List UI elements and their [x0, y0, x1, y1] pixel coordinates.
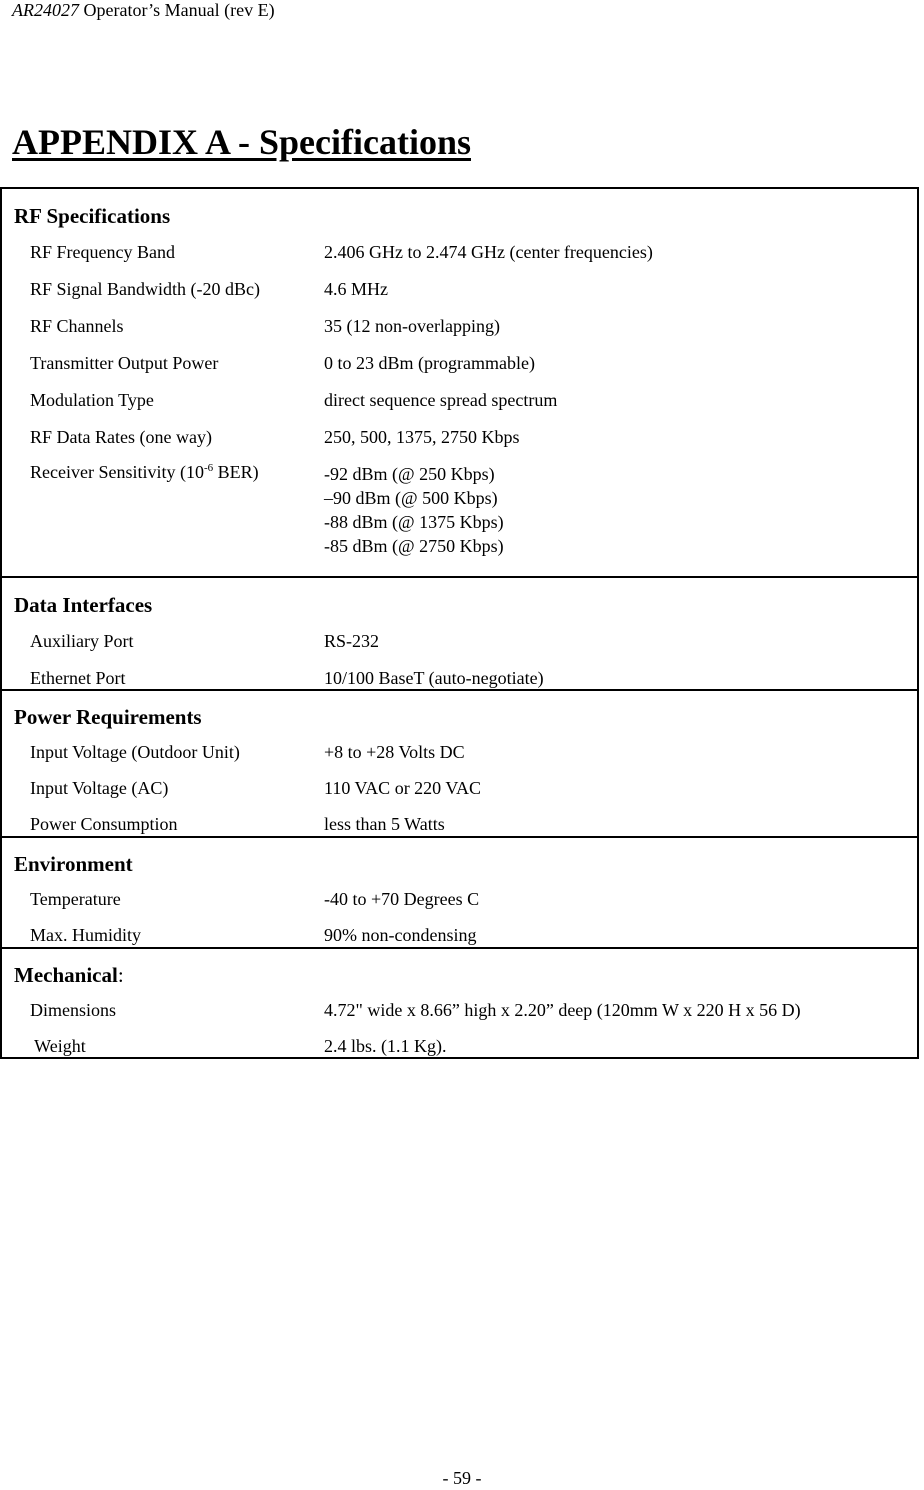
- spec-value: 2.406 GHz to 2.474 GHz (center frequencies): [324, 242, 653, 262]
- label-suffix: BER): [213, 462, 259, 482]
- spec-row: [2, 1000, 917, 1020]
- spec-row: [2, 353, 917, 373]
- spec-label: Ethernet Port: [30, 668, 126, 688]
- label-superscript: -6: [203, 462, 214, 474]
- spec-label: Power Consumption: [30, 814, 178, 834]
- spec-label: [2, 462, 324, 558]
- spec-value: RS-232: [324, 631, 380, 651]
- spec-value: 110 VAC or 220 VAC: [324, 778, 482, 798]
- spec-value: 4.72" wide x 8.66” high x 2.20” deep (120mm W x 220 H x 56 D): [324, 1000, 801, 1020]
- spec-row: [2, 814, 917, 834]
- sensitivity-value: -92 dBm (@ 250 Kbps): [324, 464, 495, 484]
- environment-section: [1, 837, 918, 948]
- spec-value: +8 to +28 Volts DC: [324, 742, 465, 762]
- spec-label: Input Voltage (AC): [30, 778, 169, 798]
- spec-label: RF Signal Bandwidth (-20 dBc): [30, 279, 260, 299]
- spec-label: Dimensions: [30, 1000, 117, 1020]
- spec-value: -40 to +70 Degrees C: [324, 889, 480, 909]
- document-code: AR24027: [12, 0, 79, 20]
- label-prefix: Receiver Sensitivity (10: [30, 462, 204, 482]
- spec-row: [2, 242, 917, 262]
- specifications-table: [0, 187, 919, 1059]
- spec-row: [2, 742, 917, 762]
- spec-label: Input Voltage (Outdoor Unit): [30, 742, 240, 762]
- spec-value: 4.6 MHz: [324, 279, 388, 299]
- spec-label: Transmitter Output Power: [30, 353, 219, 373]
- spec-label: RF Frequency Band: [30, 242, 175, 262]
- spec-value: 35 (12 non-overlapping): [324, 316, 500, 336]
- spec-row: [2, 778, 917, 798]
- spec-row: [2, 631, 917, 651]
- spec-label: RF Data Rates (one way): [30, 427, 212, 447]
- spec-value: 250, 500, 1375, 2750 Kbps: [324, 427, 520, 447]
- section-title: Data Interfaces: [14, 593, 153, 617]
- spec-value: direct sequence spread spectrum: [324, 390, 558, 410]
- mechanical-section: [1, 948, 918, 1058]
- section-title: Power Requirements: [14, 705, 202, 729]
- spec-label: Max. Humidity: [30, 925, 141, 945]
- spec-row: [2, 668, 917, 688]
- document-title: Operator’s Manual (rev E): [79, 0, 275, 20]
- page-title: APPENDIX A - Specifications: [12, 122, 471, 162]
- spec-label: RF Channels: [30, 316, 124, 336]
- spec-row: [2, 316, 917, 336]
- running-header: [12, 0, 275, 20]
- spec-row: [2, 390, 917, 410]
- spec-value-list: [324, 462, 917, 558]
- spec-row: [2, 925, 917, 945]
- spec-row: [2, 427, 917, 447]
- sensitivity-value: –90 dBm (@ 500 Kbps): [324, 488, 498, 508]
- spec-value: less than 5 Watts: [324, 814, 445, 834]
- spec-value: 10/100 BaseT (auto-negotiate): [324, 668, 544, 688]
- spec-label: Modulation Type: [30, 390, 154, 410]
- section-title: RF Specifications: [14, 204, 171, 228]
- section-title: [2, 962, 917, 988]
- section-title: Environment: [14, 852, 133, 876]
- rf-specifications-section: [1, 188, 918, 577]
- spec-value: 90% non-condensing: [324, 925, 477, 945]
- section-title-text: Mechanical: [14, 963, 118, 987]
- spec-label: Weight: [30, 1036, 86, 1056]
- power-requirements-section: [1, 690, 918, 837]
- spec-value: 2.4 lbs. (1.1 Kg).: [324, 1036, 447, 1056]
- sensitivity-value: -85 dBm (@ 2750 Kbps): [324, 536, 504, 556]
- spec-row: [2, 889, 917, 909]
- section-title-colon: :: [117, 963, 124, 987]
- sensitivity-value: -88 dBm (@ 1375 Kbps): [324, 512, 504, 532]
- spec-row: [2, 279, 917, 299]
- spec-label: Temperature: [30, 889, 121, 909]
- spec-label: Auxiliary Port: [30, 631, 134, 651]
- page-number: - 59 -: [442, 1468, 482, 1488]
- spec-row: [2, 1036, 917, 1056]
- data-interfaces-section: [1, 577, 918, 690]
- spec-row-receiver-sensitivity: [2, 462, 917, 558]
- spec-value: 0 to 23 dBm (programmable): [324, 353, 535, 373]
